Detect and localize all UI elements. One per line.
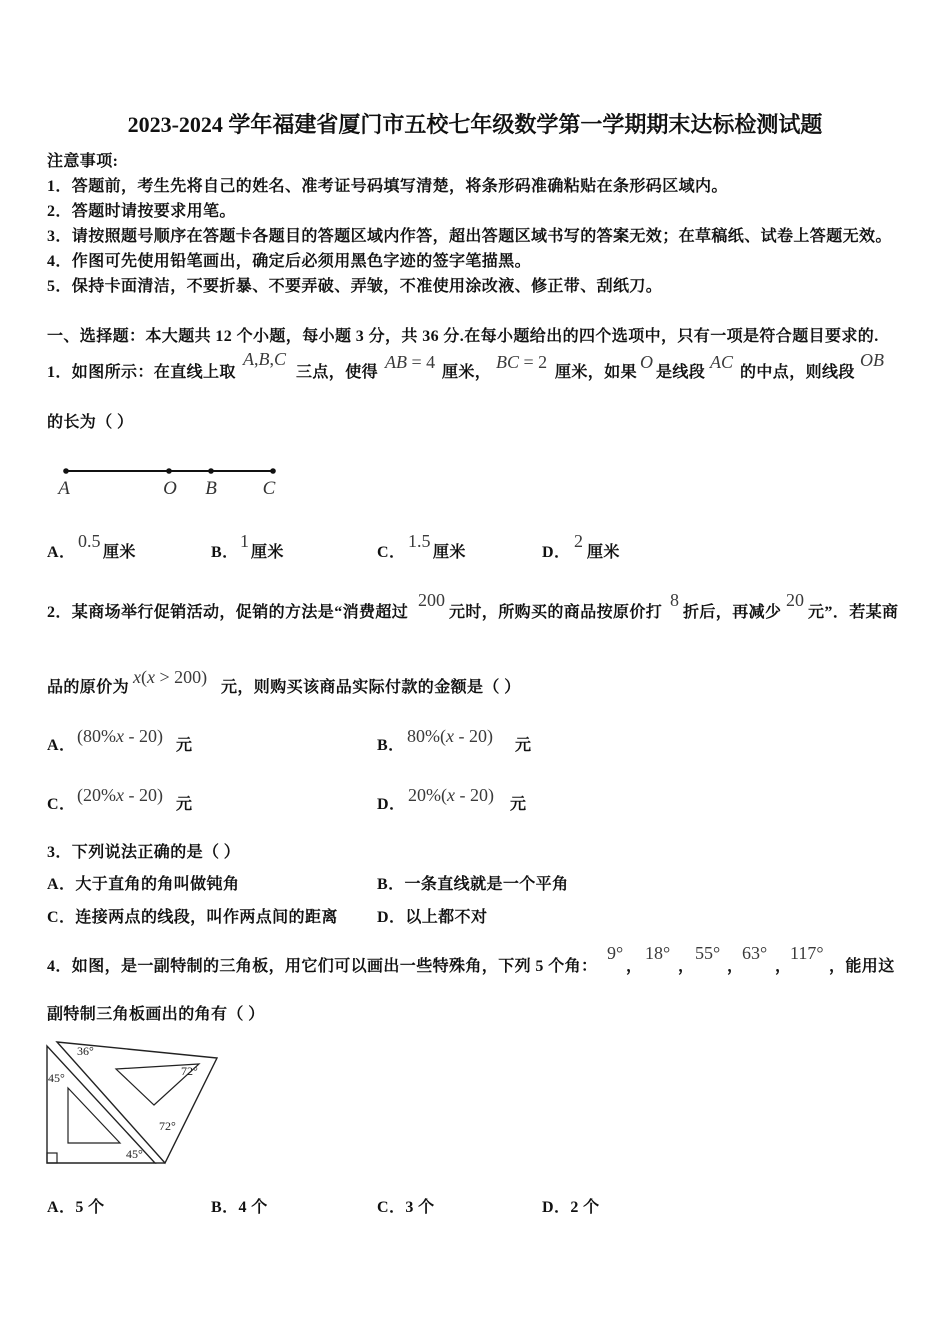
q2-stem-text: 元”．若某商 [808,604,899,621]
option-text: A．5 个 [47,1199,105,1216]
math-variable: A [243,349,254,369]
q1-math-expression: A,B,C [243,349,287,369]
math-variable: B [258,349,270,369]
option-letter: C． [47,796,76,813]
math-variable: AC [710,352,734,372]
notice-item: 2．答题时请按要求用笔。 [47,203,236,220]
notice-item: 4．作图可先使用铅笔画出，确定后必须用黑色字迹的签字笔描黑。 [47,253,532,270]
q2-stem-text: 元，则购买该商品实际付款的金额是（ ） [221,679,521,696]
q4-stem-text: ， [678,958,695,975]
option-value: (20%x - 20) [77,785,163,805]
option-unit: 厘米 [251,544,284,561]
q4-angle-value: 117° [790,943,824,963]
point-label: A [58,478,70,499]
q1-stem-text: 1．如图所示：在直线上取 [47,364,236,381]
q4-angle-value: 18° [645,943,671,963]
angle-label: 72° [159,1119,176,1133]
option-letter: B． [211,544,239,561]
math-variable: x [446,726,454,746]
math-variable: x [447,785,455,805]
line-segment-figure [50,455,290,500]
notice-heading: 注意事项: [47,153,119,170]
option-text: C．连接两点的线段，叫作两点间的距离 [47,909,338,926]
q2-stem-text: 元时，所购买的商品按原价打 [449,604,663,621]
math-variable: AB [385,352,407,372]
point-marker [166,468,172,474]
q4-angle-value: 63° [742,943,768,963]
option-value: 80%(x - 20) [407,726,493,746]
option-letter: A． [47,737,76,754]
math-variable: x [116,726,124,746]
notice-item: 3．请按照题号顺序在答题卡各题目的答题区域内作答，超出答题区域书写的答案无效；在草稿纸、试卷上答题无效。 [47,228,892,245]
q2-math-expression: x(x > 200) [133,667,208,687]
q2-stem-text: 2．某商场举行促销活动，促销的方法是“消费超过 [47,604,409,621]
point-label: B [205,478,217,499]
page-title: 2023-2024 学年福建省厦门市五校七年级数学第一学期期末达标检测试题 [127,112,823,137]
q4-angle-value: 55° [695,943,721,963]
option-text: A．大于直角的角叫做钝角 [47,876,240,893]
q2-stem-text: 折后，再减少 [683,604,782,621]
q4-stem-text: ， [626,958,643,975]
q2-math-expression: 20 [786,590,804,610]
right-angle-mark [47,1153,57,1163]
section-heading: 一、选择题：本大题共 12 个小题，每小题 3 分，共 36 分.在每小题给出的四个选项中，只有一项是符合题目要求的. [47,328,879,345]
option-text: D．以上都不对 [377,909,488,926]
q4-stem-text: ，能用这 [829,958,895,975]
math-variable: OB [860,350,884,370]
point-label: O [163,478,177,499]
option-unit: 厘米 [433,544,466,561]
option-unit: 元 [176,796,193,813]
triangle-outline-45 [47,1046,155,1163]
q1-stem-text: 三点，使得 [296,364,379,381]
set-square-figure [40,1035,225,1170]
q3-stem-text: 3．下列说法正确的是（ ） [47,844,241,861]
option-value: 20%(x - 20) [408,785,494,805]
option-value: (80%x - 20) [77,726,163,746]
angle-label: 45° [126,1147,143,1161]
math-variable: x [147,667,155,687]
q1-math-expression [860,350,884,370]
q4-angle-value: 9° [607,943,624,963]
angle-label: 36° [77,1044,94,1058]
option-letter: C． [377,544,406,561]
q2-stem-text: 品的原价为 [47,679,130,696]
option-unit: 元 [510,796,527,813]
q4-stem-text: ， [727,958,744,975]
option-text: C．3 个 [377,1199,435,1216]
angle-label: 72° [181,1064,198,1078]
math-variable: x [116,785,124,805]
notice-item: 5．保持卡面清洁，不要折暴、不要弄破、弄皱，不准使用涂改液、修正带、刮纸刀。 [47,278,663,295]
q1-stem-text: 的中点，则线段 [740,364,855,381]
point-marker [63,468,69,474]
option-text: B．4 个 [211,1199,268,1216]
q1-stem-text: 是线段 [656,364,706,381]
q4-stem-text: ， [775,958,792,975]
option-unit: 元 [176,737,193,754]
q4-stem-text: 4．如图，是一副特制的三角板，用它们可以画出一些特殊角，下列 5 个角： [47,958,598,975]
option-unit: 元 [515,737,532,754]
option-value: 1 [240,531,249,551]
point-marker [208,468,214,474]
math-variable: C [274,349,287,369]
q1-math-expression [710,352,733,372]
q1-stem-text: 的长为（ ） [47,414,134,431]
q1-stem-text: 厘米，如果 [555,364,638,381]
q2-math-expression: 200 [418,590,445,610]
math-variable: BC [496,352,520,372]
point-marker [270,468,276,474]
option-text: B．一条直线就是一个平角 [377,876,569,893]
q1-math-expression [640,352,653,372]
q1-math-expression: BC = 2 [496,352,548,372]
math-variable: O [640,352,653,372]
q2-math-expression: 8 [670,590,679,610]
math-variable: x [133,667,141,687]
option-unit: 厘米 [103,544,136,561]
option-text: D．2 个 [542,1199,600,1216]
option-value: 0.5 [78,531,101,551]
notice-item: 1．答题前，考生先将自己的姓名、准考证号码填写清楚，将条形码准确粘贴在条形码区域内。 [47,178,728,195]
option-value: 2 [574,531,583,551]
q4-stem-text: 副特制三角板画出的角有（ ） [47,1006,265,1023]
option-letter: A． [47,544,76,561]
angle-label: 45° [48,1071,65,1085]
option-letter: B． [377,737,405,754]
q1-stem-text: 厘米， [442,364,492,381]
option-letter: D． [542,544,571,561]
option-value: 1.5 [408,531,431,551]
option-unit: 厘米 [587,544,620,561]
point-label: C [262,478,276,499]
q1-math-expression: AB = 4 [385,352,436,372]
option-letter: D． [377,796,406,813]
